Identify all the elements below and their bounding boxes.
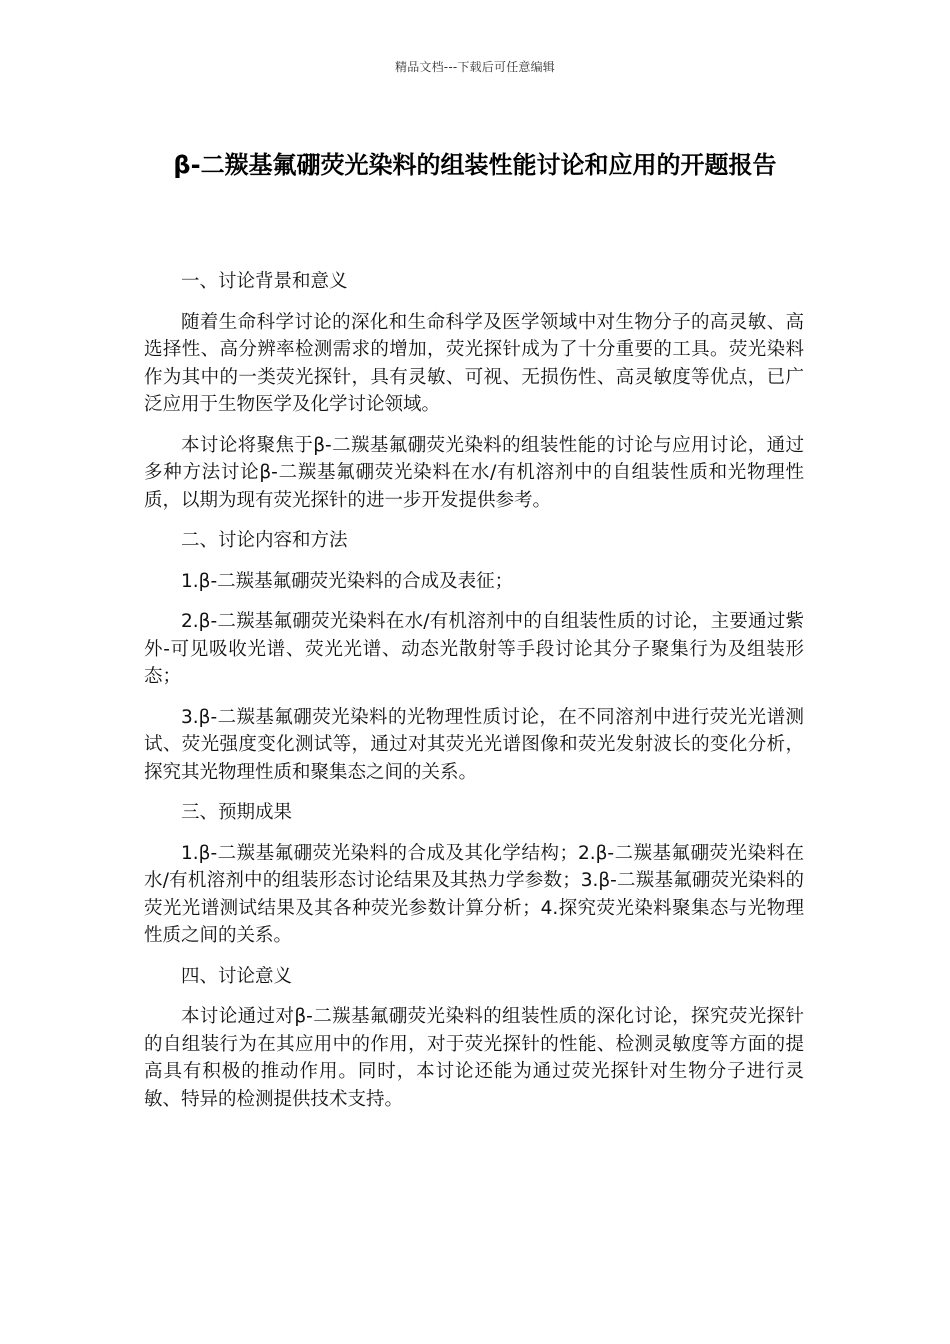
list-item: 1.β-二羰基氟硼荧光染料的合成及表征；	[181, 570, 514, 592]
section-heading: 一、讨论背景和意义	[181, 271, 348, 292]
section-content-methods	[144, 527, 804, 786]
document-body	[144, 268, 804, 1113]
section-heading: 三、预期成果	[181, 802, 293, 823]
section-heading: 二、讨论内容和方法	[181, 530, 348, 551]
paragraph: 本讨论通过对β-二羰基氟硼荧光染料的组装性质的深化讨论，探究荧光探针的自组装行为在其应用中的作用，对于荧光探针的性能、检测灵敏度等方面的提高具有积极的推动作用。同时，本讨论还能为通过荧光探针对生物分子进行灵敏、特异的检测提供技术支持。	[144, 1006, 804, 1110]
page-header-note: 精品文档---下载后可任意编辑	[395, 60, 555, 74]
list-item: 3.β-二羰基氟硼荧光染料的光物理性质讨论，在不同溶剂中进行荧光光谱测试、荧光强度变化测试等，通过对其荧光光谱图像和荧光发射波长的变化分析，探究其光物理性质和聚集态之间的关系。	[144, 706, 804, 783]
document-title: β-二羰基氟硼荧光染料的组装性能讨论和应用的开题报告	[173, 151, 777, 179]
section-heading: 四、讨论意义	[181, 965, 293, 987]
paragraph: 本讨论将聚焦于β-二羰基氟硼荧光染料的组装性能的讨论与应用讨论，通过多种方法讨论β-二羰基氟硼荧光染料在水/有机溶剂中的自组装性质和光物理性质，以期为现有荧光探针的进一步开发提供参考。	[144, 434, 804, 511]
section-expected-results	[144, 799, 804, 950]
paragraph: 1.β-二羰基氟硼荧光染料的合成及其化学结构；2.β-二羰基氟硼荧光染料在水/有机溶剂中的组装形态讨论结果及其热力学参数；3.β-二羰基氟硼荧光染料的荧光光谱测试结果及其各种荧光参数计算分析；4.探究荧光染料聚集态与光物理性质之间的关系。	[144, 842, 804, 946]
paragraph: 随着生命科学讨论的深化和生命科学及医学领域中对生物分子的高灵敏、高选择性、高分辨率检测需求的增加，荧光探针成为了十分重要的工具。荧光染料作为其中的一类荧光探针，具有灵敏、可视、无损伤性、高灵敏度等优点，已广泛应用于生物医学及化学讨论领域。	[144, 311, 804, 415]
section-significance	[144, 963, 804, 1114]
section-background	[144, 268, 804, 514]
list-item: 2.β-二羰基氟硼荧光染料在水/有机溶剂中的自组装性质的讨论，主要通过紫外-可见吸收光谱、荧光光谱、动态光散射等手段讨论其分子聚集行为及组装形态；	[144, 611, 804, 687]
